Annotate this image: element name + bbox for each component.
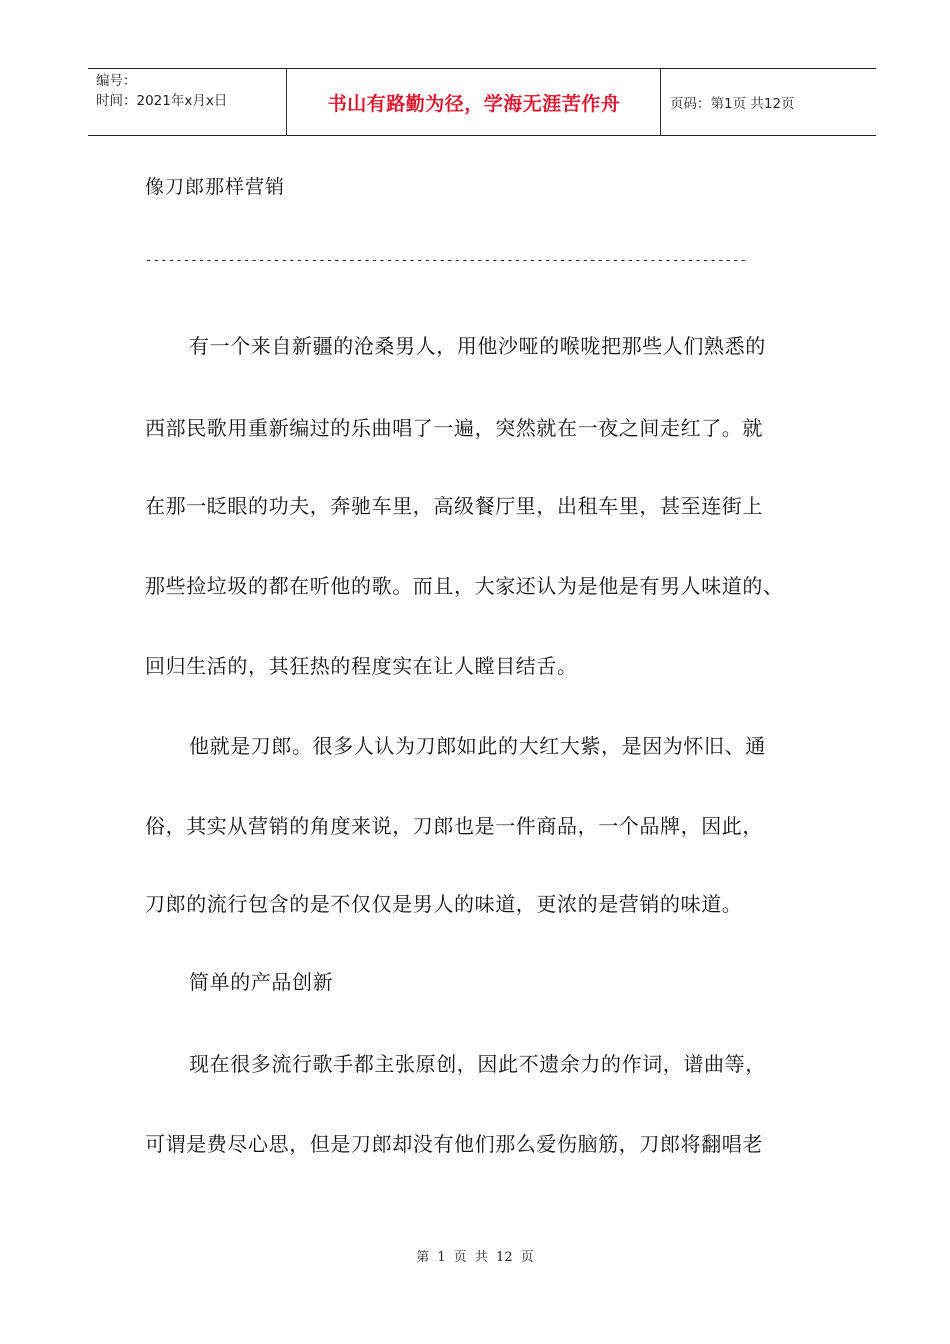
header-page-info: 页码：第1页 共12页 [670, 96, 795, 112]
document-header [88, 68, 876, 136]
document-title: 像刀郎那样营销 [145, 176, 286, 198]
paragraph-line: 他就是刀郎。很多人认为刀郎如此的大红大紫，是因为怀旧、通 [189, 734, 766, 758]
paragraph-line: 现在很多流行歌手都主张原创，因此不遗余力的作词，谱曲等， [189, 1052, 766, 1076]
header-motto: 书山有路勤为径，学海无涯苦作舟 [327, 92, 621, 115]
date-label: 时间：2021年x月x日 [96, 93, 228, 109]
paragraph-line: 可谓是费尽心思，但是刀郎却没有他们那么爱伤脑筋，刀郎将翻唱老 [145, 1132, 763, 1156]
header-divider [660, 69, 661, 135]
paragraph-line: 回归生活的，其狂热的程度实在让人瞠目结舌。 [145, 654, 578, 678]
paragraph-line: 那些捡垃圾的都在听他的歌。而且，大家还认为是他是有男人味道的、 [145, 574, 784, 598]
header-divider [286, 69, 287, 135]
section-heading: 简单的产品创新 [189, 970, 334, 994]
paragraph-line: 刀郎的流行包含的是不仅仅是男人的味道，更浓的是营销的味道。 [145, 892, 743, 916]
header-meta [96, 71, 286, 111]
page-footer: 第 1 页 共 12 页 [416, 1250, 534, 1265]
serial-number-label: 编号： [96, 73, 137, 89]
paragraph-line: 有一个来自新疆的沧桑男人，用他沙哑的喉咙把那些人们熟悉的 [189, 334, 766, 358]
paragraph-line: 俗，其实从营销的角度来说，刀郎也是一件商品，一个品牌，因此， [145, 814, 763, 838]
paragraph-line: 在那一眨眼的功夫，奔驰车里，高级餐厅里，出租车里，甚至连街上 [145, 494, 763, 518]
separator-line: -------------------------------------------------------------------------------- [145, 252, 748, 267]
paragraph-line: 西部民歌用重新编过的乐曲唱了一遍，突然就在一夜之间走红了。就 [145, 416, 763, 440]
